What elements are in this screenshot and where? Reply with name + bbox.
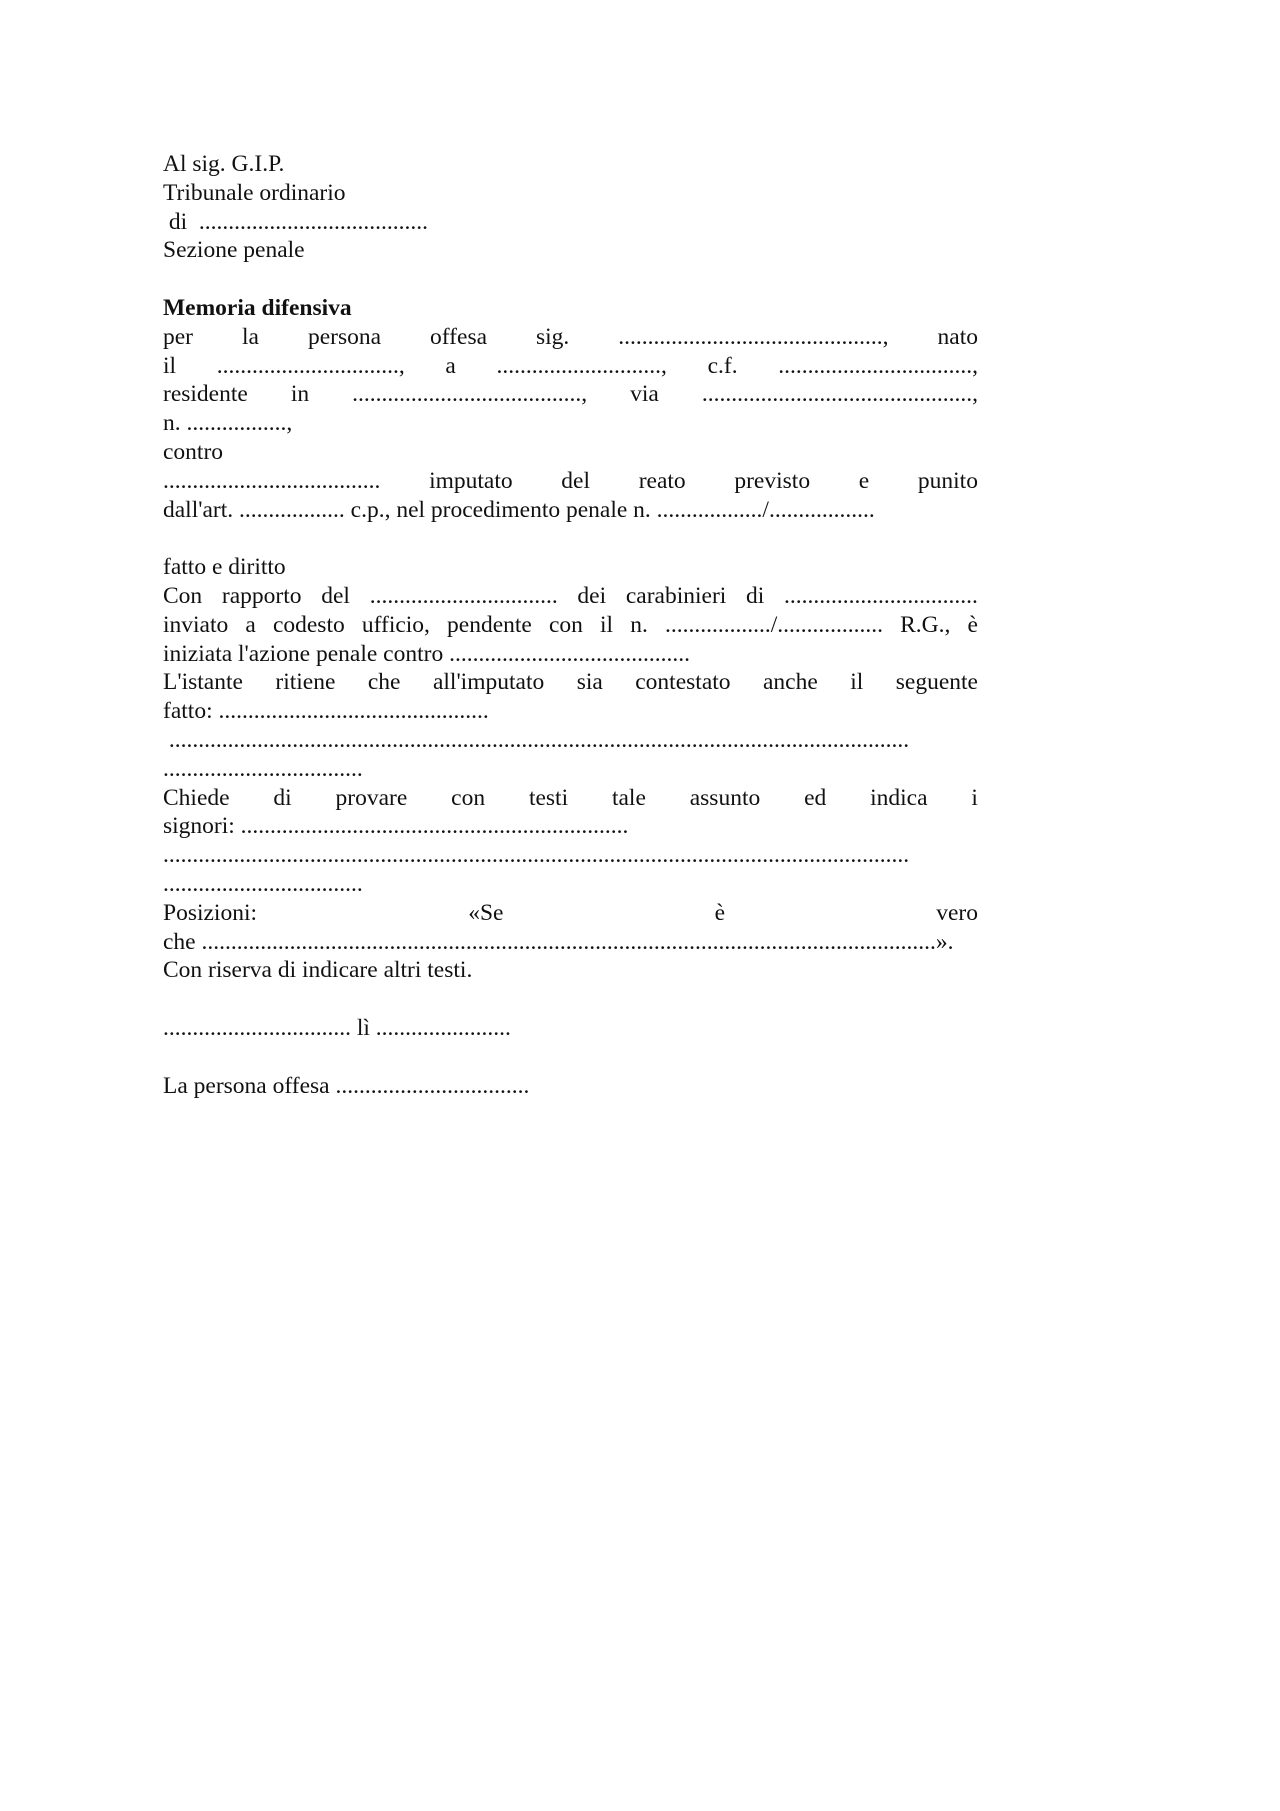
word: c.f. bbox=[707, 352, 738, 379]
word: persona bbox=[307, 323, 382, 350]
word: nato bbox=[937, 323, 978, 350]
facts-line-5: fatto: .............................................. bbox=[163, 698, 489, 725]
word: reato bbox=[638, 467, 686, 494]
facts-line-1 bbox=[163, 582, 978, 611]
word: il bbox=[850, 669, 864, 696]
spacer bbox=[163, 985, 978, 1014]
word: ritiene bbox=[275, 669, 336, 696]
facts-line-8 bbox=[163, 784, 978, 813]
word: «Se bbox=[468, 899, 504, 926]
word: sig. bbox=[536, 323, 570, 350]
word: vero bbox=[936, 899, 978, 926]
word: è bbox=[967, 611, 978, 638]
word: ............................, bbox=[496, 352, 667, 379]
word: ................................ bbox=[369, 582, 558, 609]
word: ......................................., bbox=[352, 381, 588, 408]
word: seguente bbox=[895, 669, 978, 696]
word: i bbox=[971, 784, 978, 811]
word: il bbox=[163, 352, 177, 379]
facts-line-2 bbox=[163, 611, 978, 640]
word: residente bbox=[163, 381, 248, 408]
word: la bbox=[242, 323, 259, 350]
word: L'istante bbox=[163, 669, 243, 696]
word: codesto bbox=[272, 611, 345, 638]
facts-line-7: .................................. bbox=[163, 755, 363, 782]
spacer bbox=[163, 265, 978, 294]
facts-line-11: .................................. bbox=[163, 870, 363, 897]
word: che bbox=[367, 669, 401, 696]
word: ................../.................. bbox=[664, 611, 883, 638]
word: ..................................... bbox=[163, 467, 381, 494]
facts-line-3: iniziata l'azione penale contro ......................................... bbox=[163, 640, 690, 667]
word: Posizioni: bbox=[163, 899, 258, 926]
word: e bbox=[858, 467, 870, 494]
word: per bbox=[163, 323, 194, 350]
word: assunto bbox=[689, 784, 761, 811]
word: sia bbox=[576, 669, 603, 696]
facts-line-4 bbox=[163, 668, 978, 697]
word: in bbox=[290, 381, 310, 408]
word: contestato bbox=[635, 669, 731, 696]
word: ..............................., bbox=[216, 352, 405, 379]
facts-line-12 bbox=[163, 899, 978, 928]
word: di bbox=[273, 784, 292, 811]
parties-line-4: n. ................., bbox=[163, 410, 293, 437]
word: rapporto bbox=[221, 582, 302, 609]
facts-line-14: Con riserva di indicare altri testi. bbox=[163, 957, 473, 984]
word: Con bbox=[163, 582, 203, 609]
word: a bbox=[245, 611, 256, 638]
place-date-line: ................................ lì ....................... bbox=[163, 1014, 511, 1041]
word: R.G., bbox=[900, 611, 951, 638]
word: via bbox=[630, 381, 659, 408]
word: tale bbox=[611, 784, 646, 811]
addressee: Al sig. G.I.P. bbox=[163, 151, 285, 177]
court-section: Sezione penale bbox=[163, 237, 305, 264]
parties-line-7: dall'art. .................. c.p., nel procedimento penale n. ................../.................. bbox=[163, 496, 875, 523]
signature-line: La persona offesa ................................. bbox=[163, 1072, 530, 1099]
word: con bbox=[451, 784, 486, 811]
word: inviato bbox=[163, 611, 229, 638]
parties-line-6 bbox=[163, 467, 978, 496]
word: punito bbox=[917, 467, 978, 494]
word: offesa bbox=[430, 323, 488, 350]
word: con bbox=[548, 611, 583, 638]
word: pendente bbox=[447, 611, 532, 638]
word: n. bbox=[630, 611, 648, 638]
word: il bbox=[600, 611, 614, 638]
word: ufficio, bbox=[361, 611, 430, 638]
word: imputato bbox=[429, 467, 513, 494]
parties-line-3 bbox=[163, 380, 978, 409]
word: del bbox=[321, 582, 350, 609]
word: ................................. bbox=[784, 582, 978, 609]
word: Chiede bbox=[163, 784, 230, 811]
parties-line-1 bbox=[163, 323, 978, 352]
spacer bbox=[163, 1043, 978, 1072]
word: del bbox=[561, 467, 591, 494]
court-name: Tribunale ordinario bbox=[163, 179, 346, 206]
word: ............................................., bbox=[618, 323, 889, 350]
document-body bbox=[163, 150, 978, 1100]
document-title: Memoria difensiva bbox=[163, 294, 352, 321]
word: carabinieri bbox=[625, 582, 727, 609]
word: anche bbox=[762, 669, 818, 696]
word: .............................................., bbox=[701, 381, 978, 408]
word: ................................., bbox=[778, 352, 978, 379]
word: di bbox=[746, 582, 765, 609]
facts-heading: fatto e diritto bbox=[163, 554, 286, 581]
word: dei bbox=[577, 582, 607, 609]
word: è bbox=[714, 899, 726, 926]
word: previsto bbox=[734, 467, 811, 494]
word: all'imputato bbox=[432, 669, 545, 696]
word: indica bbox=[870, 784, 928, 811]
facts-line-10: ............................................................................................................................... bbox=[163, 842, 910, 869]
court-place: di ....................................... bbox=[163, 208, 429, 235]
word: provare bbox=[335, 784, 408, 811]
facts-line-13: che .............................................................................................................................». bbox=[163, 928, 954, 955]
word: a bbox=[445, 352, 456, 379]
facts-line-9: signori: .................................................................. bbox=[163, 813, 629, 840]
facts-line-6: .............................................................................................................................. bbox=[163, 726, 910, 753]
parties-line-5: contro bbox=[163, 438, 224, 465]
word: ed bbox=[804, 784, 827, 811]
word: testi bbox=[528, 784, 569, 811]
parties-line-2 bbox=[163, 352, 978, 381]
spacer bbox=[163, 524, 978, 553]
